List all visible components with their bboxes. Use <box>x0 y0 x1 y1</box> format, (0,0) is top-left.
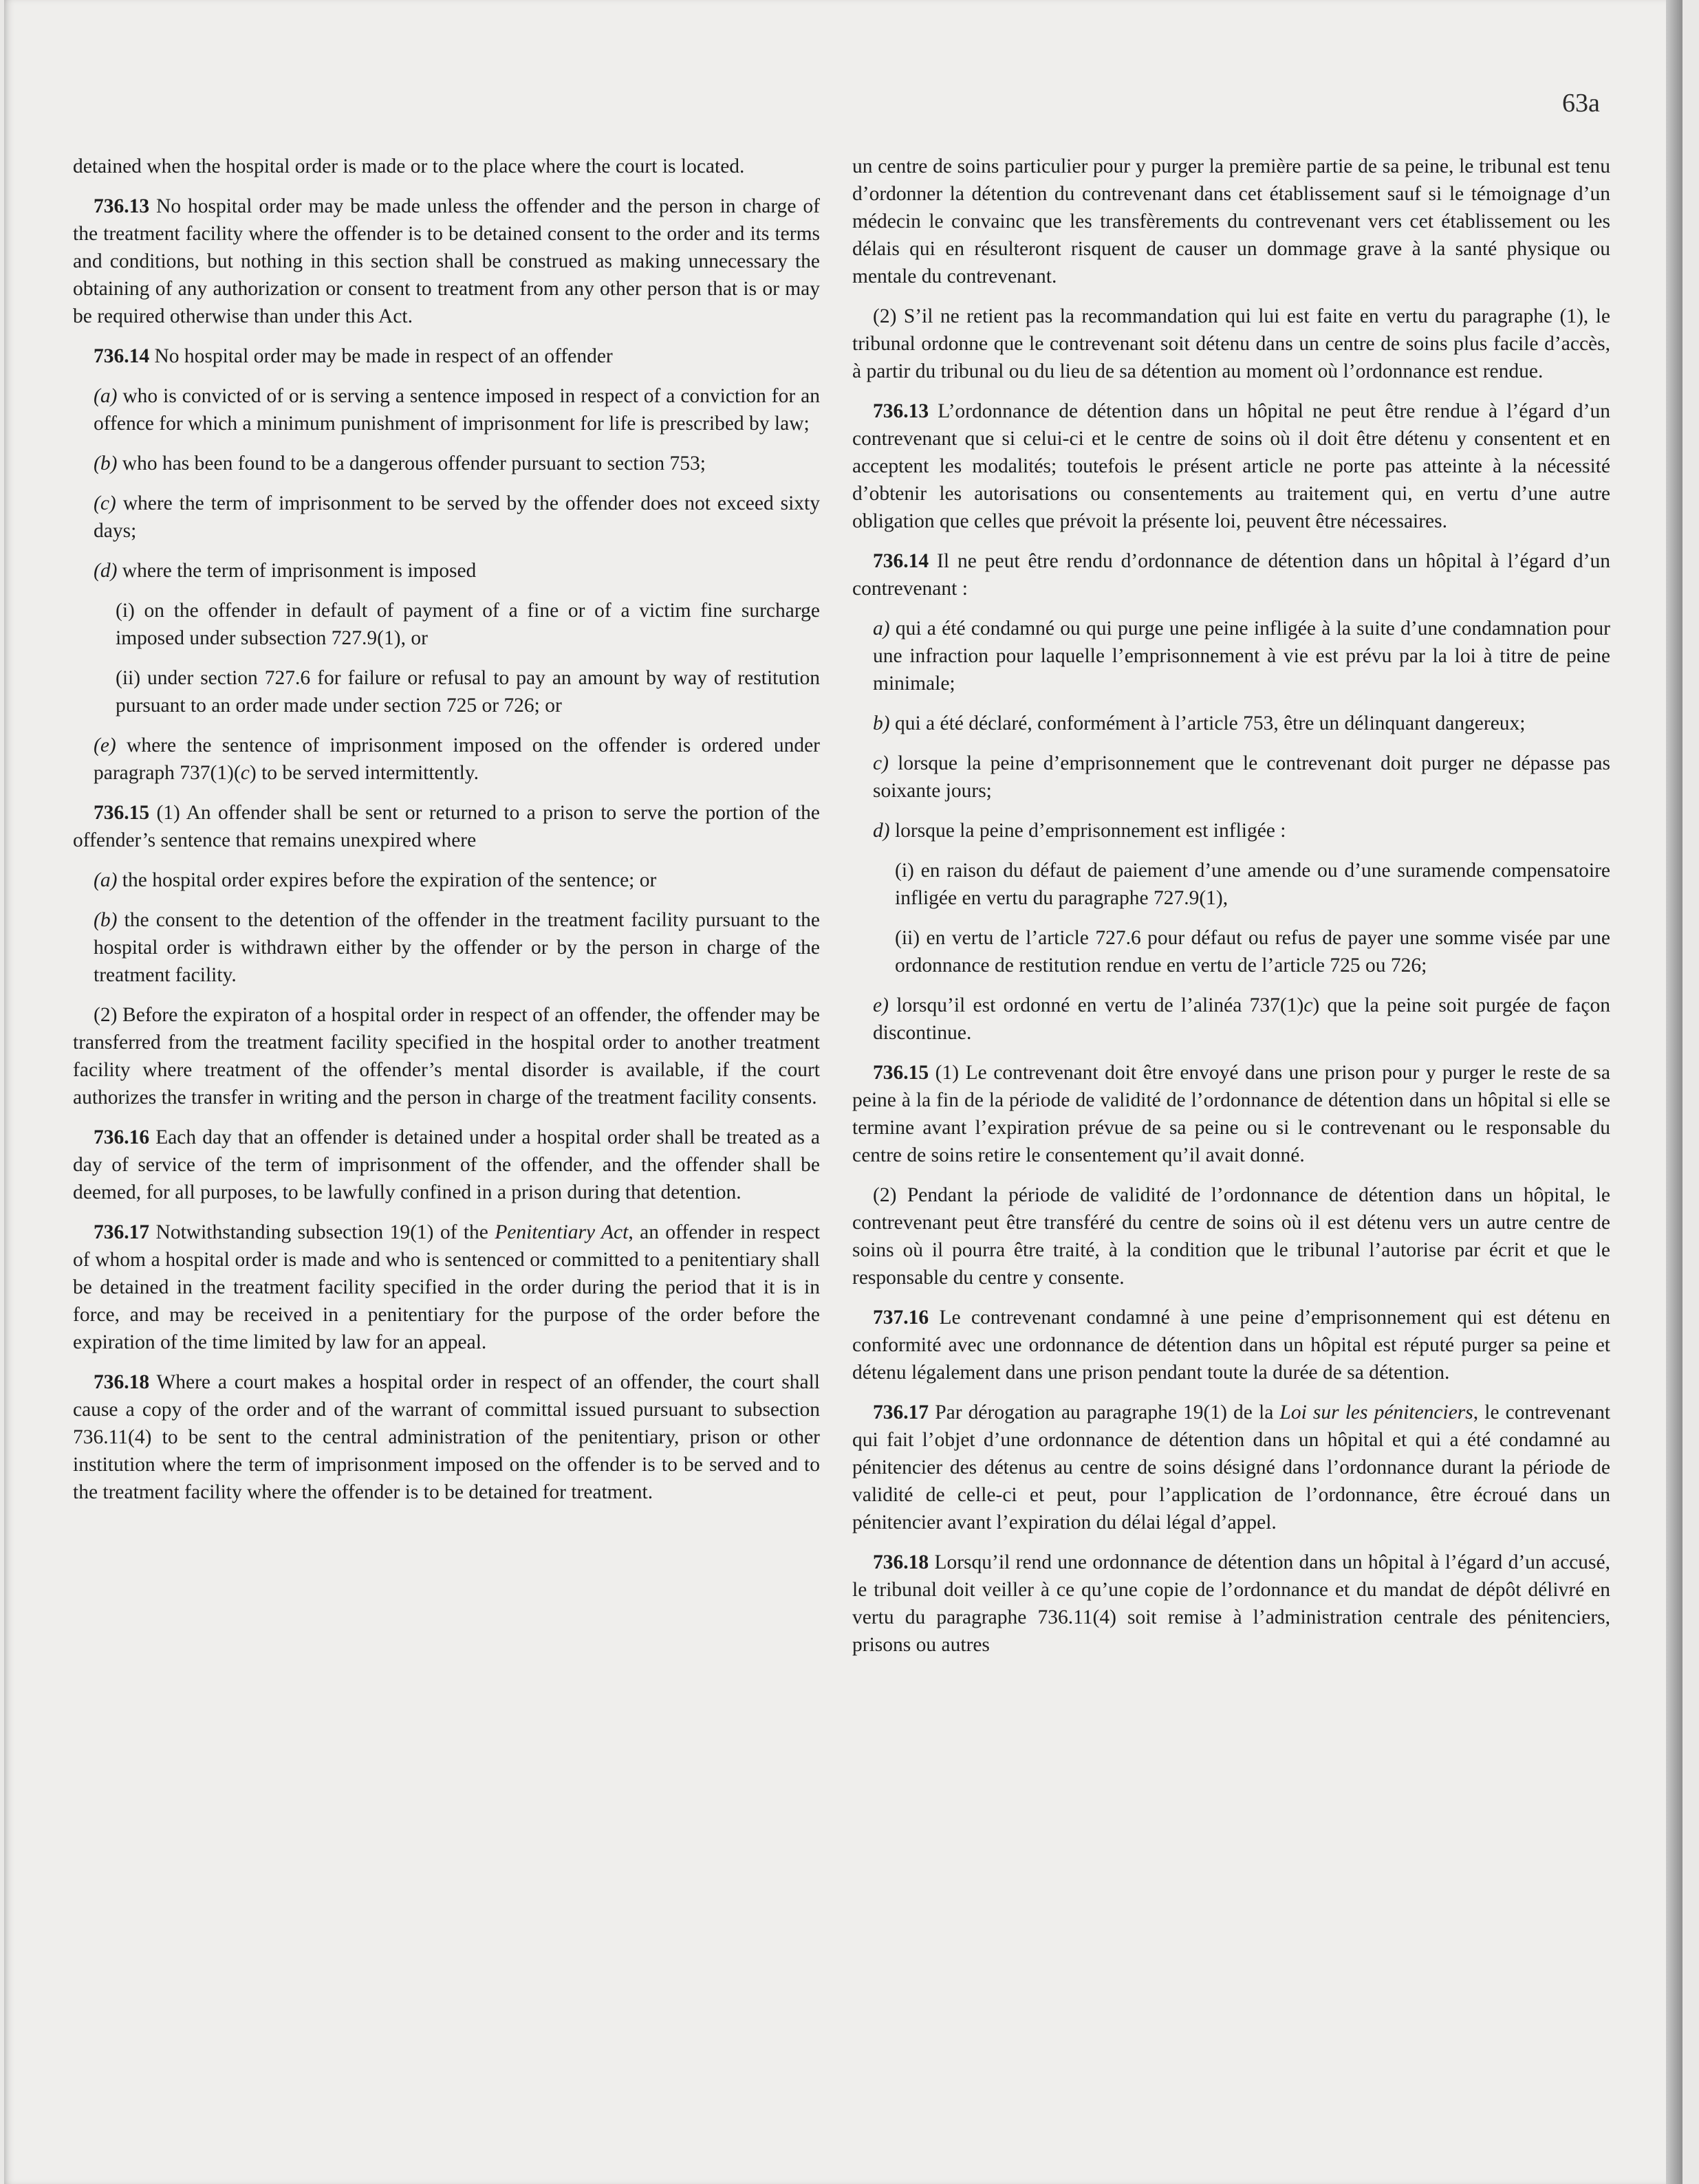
section-736-16 <box>73 1124 820 1206</box>
paragraph-a <box>73 382 820 437</box>
paragraph-e <box>73 732 820 787</box>
paragraph-continuation: detained when the hospital order is made or to the place where the court is located. <box>73 155 745 177</box>
subsection-2: (2) Before the expiraton of a hospital order in respect of an offender, the offender may be transferred from the treatment facility specified in the hospital order to another treatment facility where treatment of the offender’s mental disorder is available, if the court authorizes the transfer in writing and the person in charge of the treatment facility consents. <box>73 1004 820 1109</box>
section-number: 736.17 <box>873 1401 929 1423</box>
paragraph-text: qui a été déclaré, conformément à l’article 753, être un délinquant dangereux; <box>894 712 1526 734</box>
paragraph-text: lorsque la peine d’emprisonnement est infligée : <box>894 820 1286 842</box>
section-736-13 <box>852 397 1610 535</box>
section-737-16 <box>852 1304 1610 1386</box>
section-number: 736.13 <box>873 400 929 422</box>
section-number: 736.13 <box>94 195 150 217</box>
section-number: 736.14 <box>873 550 929 572</box>
paragraph-b <box>852 710 1610 737</box>
subparagraph-i: (i) en raison du défaut de paiement d’une amende ou d’une suramende compensatoire infligée en vertu du paragraphe 727.9(1), <box>895 860 1610 909</box>
section-736-15 <box>73 799 820 854</box>
section-text: Il ne peut être rendu d’ordonnance de détention dans un hôpital à l’égard d’un contrevenant : <box>852 550 1610 600</box>
section-736-14 <box>73 342 820 370</box>
paragraph-b <box>73 450 820 477</box>
section-736-15 <box>852 1059 1610 1169</box>
paragraph-label: (b) <box>94 909 118 931</box>
paragraph-c <box>73 490 820 545</box>
section-736-18 <box>852 1549 1610 1659</box>
paragraph-label: e) <box>873 994 889 1016</box>
paragraph-label: d) <box>873 820 890 842</box>
section-text: No hospital order may be made unless the offender and the person in charge of the treatment facility where the offender is to be detained consent to the order and its terms and conditions, but nothing in this section shall be construed as making unnecessary the obtaining of any authorization or consent to treatment from any other person that is or may be required otherwise than under this Act. <box>73 195 821 327</box>
paragraph-text: the hospital order expires before the expiration of the sentence; or <box>122 869 657 891</box>
section-text: Where a court makes a hospital order in respect of an offender, the court shall cause a copy of the order and of the warrant of committal issued pursuant to subsection 736.11(4) to be sent to the central administration of the penitentiary, prison or other institution where the term of imprisonment imposed on the offender is to be served and to the treatment facility where the offender is to be detained for treatment. <box>73 1371 820 1503</box>
section-text: Lorsqu’il rend une ordonnance de détention dans un hôpital à l’égard d’un accusé, le tribunal doit veiller à ce qu’une copie de l’ordonnance et du mandat de dépôt délivré en vertu du paragraphe 736.11(4) soit remise à l’administration centrale des pénitenciers, prisons ou autres <box>852 1551 1610 1656</box>
section-736-17 <box>73 1219 820 1356</box>
subsection-2: (2) S’il ne retient pas la recommandation qui lui est faite en vertu du paragraphe (1), le tribunal ordonne que le contrevenant soit détenu dans un centre de soins plus facile d’accès, à partir du tribunal ou du lieu de sa détention au moment où l’ordonnance est rendue. <box>852 305 1610 382</box>
paragraph-text: the consent to the detention of the offender in the treatment facility pursuant to the hospital order is withdrawn either by the offender or by the person in charge of the treatment facility. <box>94 909 821 986</box>
paragraph-text: where the term of imprisonment to be served by the offender does not exceed sixty days; <box>94 492 821 542</box>
section-text: (1) Le contrevenant doit être envoyé dans une prison pour y purger le reste de sa peine à la fin de la période de validité de l’ordonnance de détention dans un hôpital si elle se termine avant l’expiration prévue de sa peine ou si le contrevenant ou le responsable du centre de soins retire le consentement qu’il avait donné. <box>852 1062 1611 1166</box>
section-number: 736.16 <box>94 1126 150 1148</box>
page-number: 63a <box>1562 89 1600 118</box>
section-text-end: , le contrevenant qui fait l’objet d’une ordonnance de détention dans un hôpital et qui a été condamné au pénitencier des détenus au centre de soins désigné dans l’ordonnance durant la période de validité de celle-ci et peut, pour l’application de l’ordonnance, être écroué dans un pénitencier avant l’expiration du délai légal d’appel. <box>852 1401 1611 1533</box>
section-text: L’ordonnance de détention dans un hôpital ne peut être rendue à l’égard d’un contrevenant que si celui-ci et le centre de soins où il doit être détenu y consentent et en acceptent les modalités; toutefois le présent article ne porte pas atteinte à la nécessité d’obtenir les autorisations ou consentements au traitement qui, en vertu d’une autre obligation que celles que prévoit la présente loi, peuvent être nécessaires. <box>852 400 1610 532</box>
paragraph-d <box>73 557 820 585</box>
section-number: 736.18 <box>94 1371 150 1393</box>
paragraph-ref: c <box>1303 994 1313 1016</box>
page-edge <box>1666 0 1682 2184</box>
section-text-end: , an offender in respect of whom a hospital order is made and who is sentenced or committed to a penitentiary shall be detained in the treatment facility specified in the order during the period that it is in force, and may be received in a penitentiary for the purpose of the order before the expiration of the time limited by law for an appeal. <box>73 1221 821 1353</box>
paragraph-label: b) <box>873 712 890 734</box>
paragraph-e <box>852 992 1610 1047</box>
paragraph-label: a) <box>873 618 890 640</box>
paragraph-label: (b) <box>94 452 118 474</box>
section-number: 736.15 <box>873 1062 929 1084</box>
section-736-18 <box>73 1368 820 1506</box>
paragraph-text: qui a été condamné ou qui purge une peine infligée à la suite d’une condamnation pour une infraction pour laquelle l’emprisonnement à vie est prévu par la loi à titre de peine minimale; <box>873 618 1611 695</box>
paragraph-c <box>852 750 1610 805</box>
paragraph-ref: c <box>240 762 250 784</box>
paragraph-text-end: ) to be served intermittently. <box>249 762 479 784</box>
section-736-13 <box>73 193 820 330</box>
section-number: 736.14 <box>94 345 150 367</box>
paragraph-d <box>852 817 1610 844</box>
subparagraph-ii: (ii) en vertu de l’article 727.6 pour défaut ou refus de payer une somme visée par une ordonnance de restitution rendue en vertu de l’article 725 ou 726; <box>895 927 1610 976</box>
section-736-17 <box>852 1399 1610 1536</box>
paragraph-continuation: un centre de soins particulier pour y purger la première partie de sa peine, le tribunal est tenu d’ordonner la détention du contrevenant dans cet établissement sauf si le témoignage d’un médecin le convainc que les transfèrements du contrevenant vers cet établissement ou les délais qui en résulteront risquent de causer un dommage grave à la santé physique ou mentale du contrevenant. <box>852 155 1610 287</box>
english-column <box>73 153 820 1518</box>
paragraph-text-end: ) que la peine soit purgée de façon discontinue. <box>873 994 1610 1044</box>
section-number: 737.16 <box>873 1307 929 1329</box>
act-title: Loi sur les pénitenciers <box>1279 1401 1473 1423</box>
section-736-14 <box>852 547 1610 602</box>
section-number: 736.15 <box>94 802 150 824</box>
subsection-2: (2) Pendant la période de validité de l’ordonnance de détention dans un hôpital, le contrevenant peut être transféré du centre de soins où il est détenu vers un autre centre de soins où il pourra être traité, à la condition que le tribunal l’autorise par écrit et que le responsable du centre y consente. <box>852 1184 1610 1289</box>
paragraph-label: (e) <box>94 734 116 756</box>
section-text: Par dérogation au paragraphe 19(1) de la <box>935 1401 1280 1423</box>
paragraph-label: (a) <box>94 869 118 891</box>
subparagraph-i: (i) on the offender in default of payment of a fine or of a victim fine surcharge imposed under subsection 727.9(1), or <box>116 600 820 649</box>
section-text: No hospital order may be made in respect of an offender <box>154 345 613 367</box>
section-text: (1) An offender shall be sent or returned to a prison to serve the portion of the offender’s sentence that remains unexpired where <box>73 802 821 851</box>
section-text: Each day that an offender is detained under a hospital order shall be treated as a day of service of the term of imprisonment of the offender, and the offender shall be deemed, for all purposes, to be lawfully confined in a prison during that detention. <box>73 1126 820 1203</box>
paragraph-label: (c) <box>94 492 116 514</box>
paragraph-label: c) <box>873 752 889 774</box>
paragraph-label: (d) <box>94 560 118 582</box>
paragraph-a <box>852 615 1610 697</box>
act-title: Penitentiary Act <box>495 1221 629 1243</box>
paragraph-label: (a) <box>94 385 118 407</box>
section-text: Notwithstanding subsection 19(1) of the <box>155 1221 495 1243</box>
paragraph-text: who has been found to be a dangerous offender pursuant to section 753; <box>122 452 706 474</box>
section-number: 736.18 <box>873 1551 929 1573</box>
paragraph-text: lorsqu’il est ordonné en vertu de l’alinéa 737(1) <box>896 994 1304 1016</box>
paragraph-b <box>73 906 820 989</box>
paragraph-a <box>73 866 820 894</box>
paragraph-text: where the sentence of imprisonment imposed on the offender is ordered under paragraph 737(1)( <box>94 734 820 784</box>
document-page <box>4 0 1682 2184</box>
paragraph-text: lorsque la peine d’emprisonnement que le contrevenant doit purger ne dépasse pas soixante jours; <box>873 752 1610 802</box>
paragraph-text: who is convicted of or is serving a sentence imposed in respect of a conviction for an offence for which a minimum punishment of imprisonment for life is prescribed by law; <box>94 385 821 435</box>
section-text: Le contrevenant condamné à une peine d’emprisonnement qui est détenu en conformité avec une ordonnance de détention dans un hôpital est réputé purger sa peine et détenu légalement dans une prison pendant toute la durée de sa détention. <box>852 1307 1611 1384</box>
paragraph-text: where the term of imprisonment is imposed <box>122 560 477 582</box>
section-number: 736.17 <box>94 1221 150 1243</box>
french-column <box>852 153 1610 1671</box>
subparagraph-ii: (ii) under section 727.6 for failure or refusal to pay an amount by way of restitution pursuant to an order made under section 725 or 726; or <box>116 667 820 717</box>
